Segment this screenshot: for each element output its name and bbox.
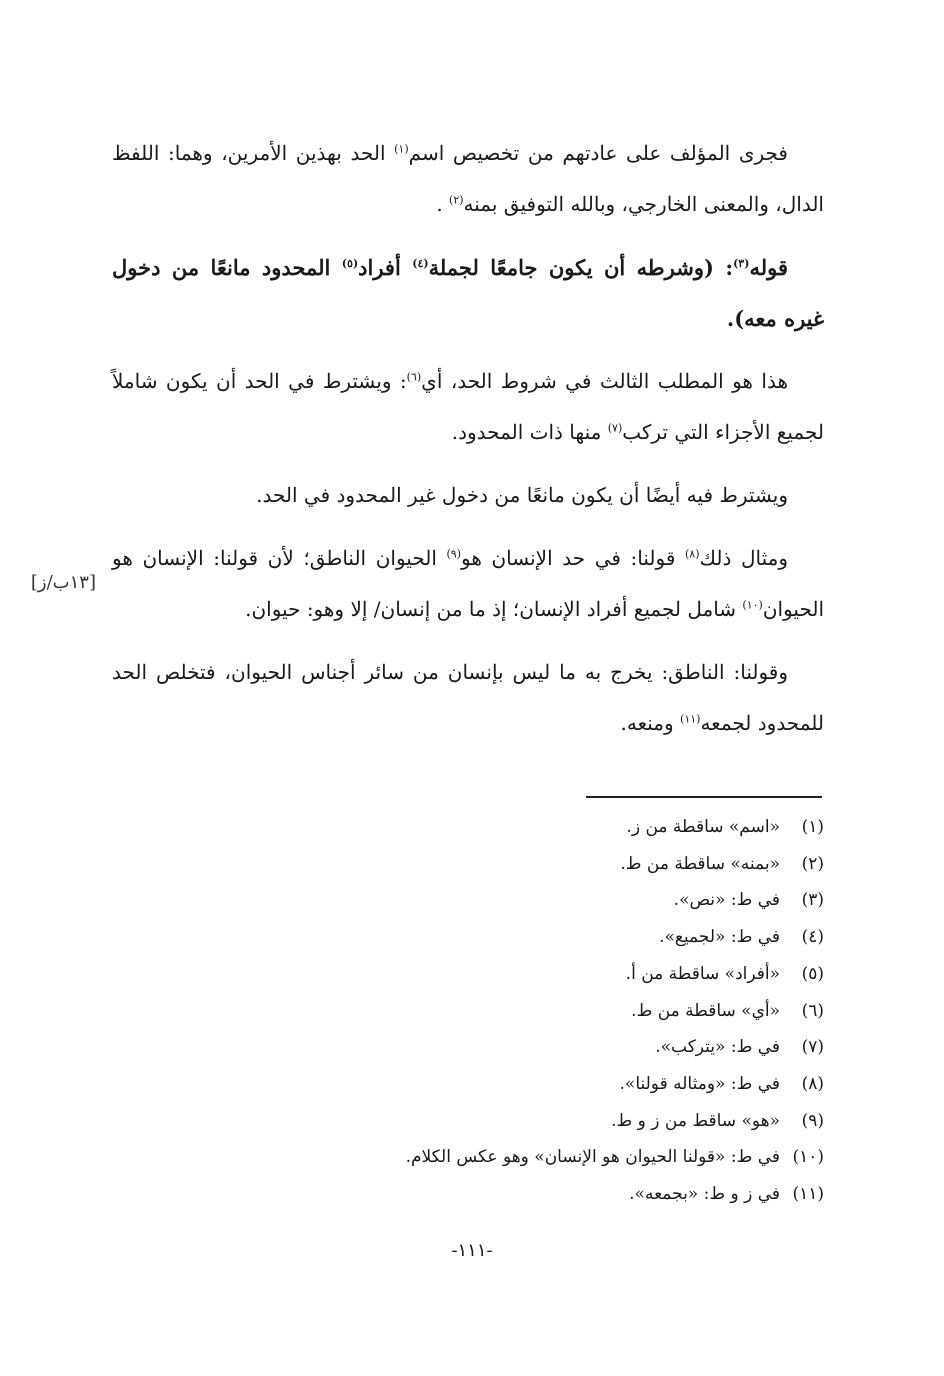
text-run: أفراد <box>358 255 413 280</box>
text-run: قولنا: في حد الإنسان هو <box>461 546 685 570</box>
footnote-number: (٨) <box>801 1073 824 1094</box>
footnote-text: في ط: «لجميع». <box>659 927 780 948</box>
footnote-item <box>300 882 824 919</box>
footnotes <box>300 809 824 1213</box>
footnote-number: (١) <box>801 817 824 837</box>
footnote-number: (٥) <box>801 963 824 984</box>
footnote-text: في ط: «نص». <box>673 890 780 911</box>
manuscript-margin-note: [١٣ب/ز] <box>30 572 96 593</box>
text-run: ومنعه. <box>620 711 681 735</box>
footnote-marker: (١) <box>394 142 409 156</box>
paragraph-3 <box>112 356 824 458</box>
footnote-marker: (٧) <box>607 421 623 435</box>
footnote-marker: (٥) <box>341 257 359 270</box>
text-run: ويشترط فيه أيضًا أن يكون مانعًا من دخول غير المحدود في الحد. <box>256 483 788 507</box>
footnote-text: في ز و ط: «بجمعه». <box>629 1184 780 1205</box>
footnote-item <box>300 919 824 956</box>
footnote-marker: (١٠) <box>742 598 763 612</box>
footnote-number: (٢) <box>801 853 824 874</box>
footnote-text: في ط: «يتركب». <box>655 1037 780 1058</box>
footnote-item <box>300 846 824 883</box>
text-run: الحد بهذين الأمرين، وهما: اللفظ الدال، والمعنى الخارجي، وبالله التوفيق بمنه <box>112 141 824 216</box>
text-run: وقولنا: الناطق: يخرج به ما ليس بإنسان من سائر أجناس الحيوان، فتخلص الحد للمحدود لجمعه <box>112 660 824 735</box>
footnote-text: في ط: «ومثاله قولنا». <box>619 1073 780 1094</box>
footnote-number: (٩) <box>801 1110 824 1131</box>
footnote-item <box>300 993 824 1030</box>
footnote-marker: (٨) <box>685 547 700 561</box>
footnote-text: «أي» ساقطة من ط. <box>631 1000 780 1021</box>
footnote-marker: (١١) <box>680 712 701 726</box>
footnote-item <box>300 1176 824 1213</box>
footnote-item <box>300 1066 824 1103</box>
footnote-separator <box>586 796 822 798</box>
footnote-text: «بمنه» ساقطة من ط. <box>620 853 780 874</box>
page-number: -١١١- <box>451 1240 493 1261</box>
paragraph-5 <box>112 533 824 635</box>
footnote-item <box>300 1029 824 1066</box>
text-run: هذا هو المطلب الثالث في شروط الحد، أي <box>421 369 788 393</box>
paragraph-4 <box>112 470 824 521</box>
text-run: . <box>436 192 450 216</box>
footnote-number: (٦) <box>801 1000 824 1021</box>
footnote-item <box>300 956 824 993</box>
footnote-marker: (٣) <box>733 257 750 270</box>
text-run: فجرى المؤلف على عادتهم من تخصيص اسم <box>408 141 788 165</box>
footnote-item <box>300 809 824 846</box>
text-run: المحدود مانعًا من دخول غيره معه). <box>112 255 824 331</box>
footnote-number: (١١) <box>792 1184 824 1205</box>
text-run: الحيوان الناطق؛ لأن قولنا: الإنسان هو الحيوان <box>112 546 824 621</box>
paragraph-6 <box>112 647 824 749</box>
text-run: ومثال ذلك <box>699 546 789 570</box>
footnote-marker: (٤) <box>412 257 429 270</box>
main-text <box>112 128 824 761</box>
footnote-text: في ط: «قولنا الحيوان هو الإنسان» وهو عكس الكلام. <box>405 1147 780 1168</box>
footnote-text: «هو» ساقط من ز و ط. <box>611 1110 780 1131</box>
footnote-item <box>300 1139 824 1176</box>
footnote-text: «أفراد» ساقطة من أ. <box>625 963 780 984</box>
footnote-text: «اسم» ساقطة من ز. <box>626 817 780 837</box>
footnote-number: (٣) <box>801 890 824 911</box>
text-run: : (وشرطه أن يكون جامعًا لجملة <box>428 255 734 280</box>
footnote-number: (١٠) <box>792 1147 824 1168</box>
footnote-marker: (٦) <box>406 370 422 384</box>
text-run: منها ذات المحدود. <box>451 420 608 444</box>
text-run: : ويشترط في الحد أن يكون شاملاً لجميع الأجزاء التي تركب <box>112 369 824 444</box>
footnote-marker: (٩) <box>446 547 462 561</box>
footnote-number: (٤) <box>801 927 824 948</box>
paragraph-1 <box>112 128 824 230</box>
footnote-item <box>300 1103 824 1140</box>
footnote-number: (٧) <box>801 1037 824 1058</box>
paragraph-2 <box>112 242 824 344</box>
footnote-marker: (٢) <box>449 193 464 207</box>
text-run: قوله <box>749 255 788 280</box>
text-run: شامل لجميع أفراد الإنسان؛ إذ ما من إنسان/ إلا وهو: حيوان. <box>245 597 743 621</box>
